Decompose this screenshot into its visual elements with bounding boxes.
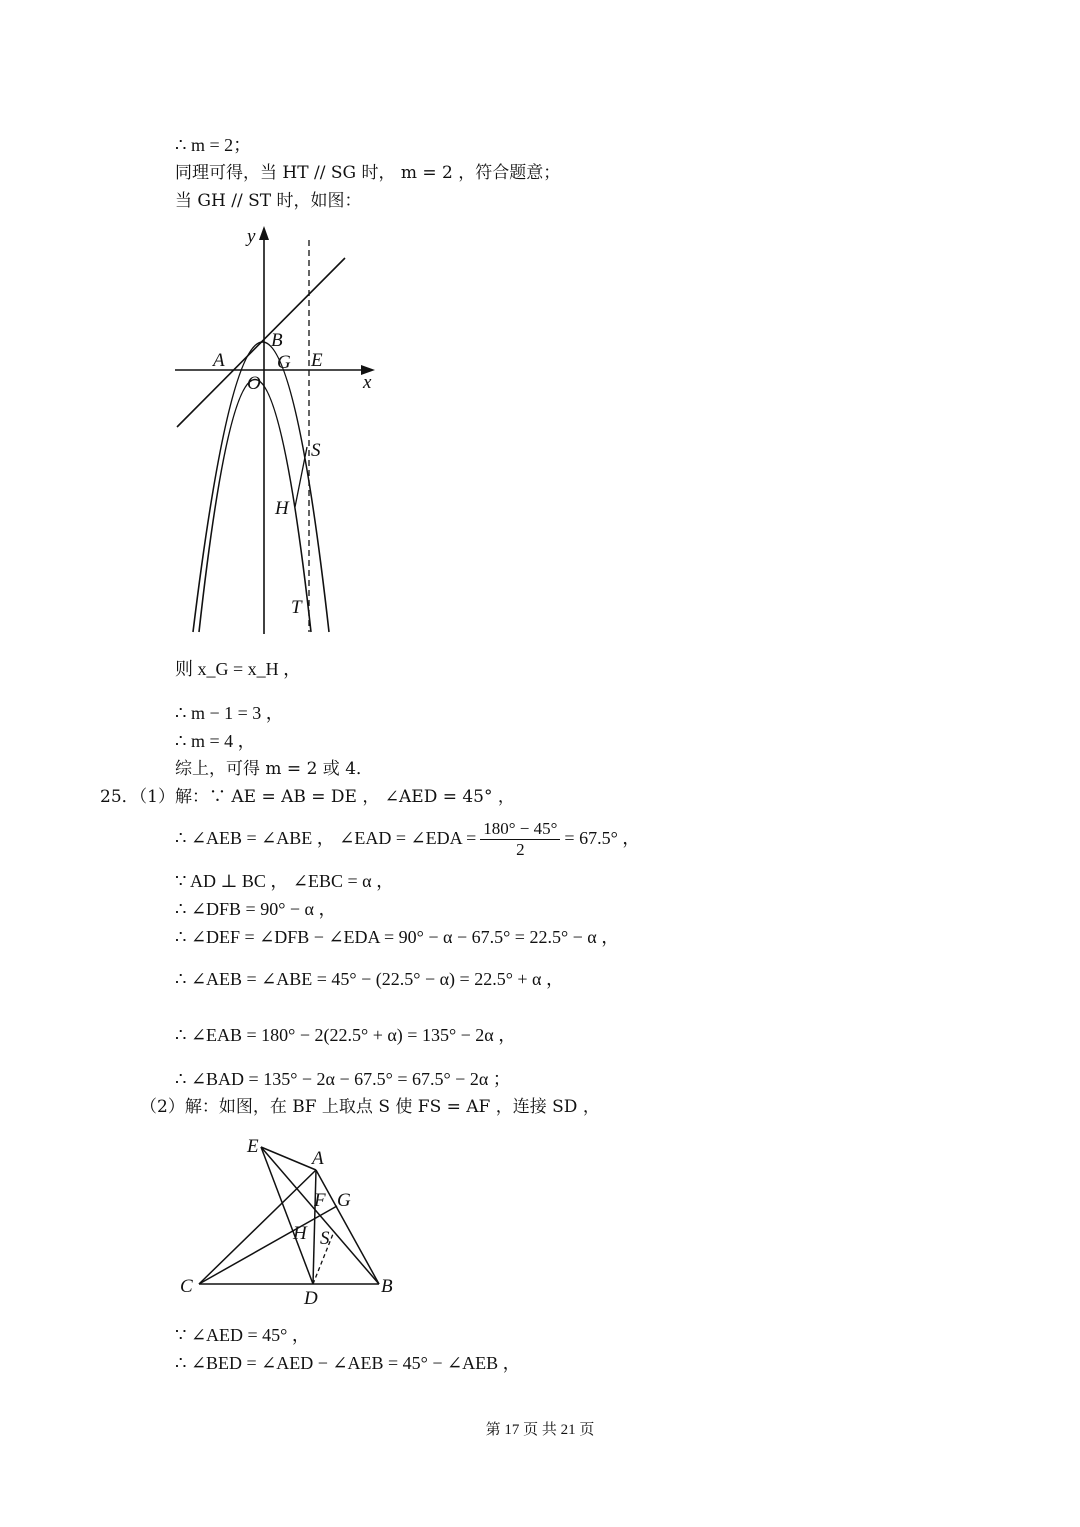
text-line-13: ∴ ∠AEB = ∠ABE = 45° − (22.5° − α) = 22.5° + α ， — [175, 969, 564, 989]
text-line-1: ∴ m = 2； — [175, 135, 252, 155]
label-h: H — [275, 498, 289, 519]
text-line-8: 25．（1）解：∵ AE = AB = DE ， ∠AED = 45° ， — [100, 787, 515, 807]
text-line-4: 则 x_G = x_H ， — [175, 659, 302, 679]
label-h2: H — [293, 1223, 307, 1244]
fraction — [480, 819, 560, 860]
label-y: y — [247, 226, 256, 247]
segment-st — [295, 447, 307, 507]
text-line-10: ∵ AD ⊥ BC ， ∠EBC = α ， — [175, 871, 395, 891]
segment-ab — [316, 1170, 379, 1284]
text-line-7: 综上，可得 m = 2 或 4． — [175, 759, 374, 779]
label-a: A — [213, 350, 225, 371]
label-e: E — [311, 350, 323, 371]
text-line-17: ∵ ∠AED = 45° ， — [175, 1325, 310, 1345]
triangle-figure — [175, 1130, 405, 1310]
label-e2: E — [247, 1136, 259, 1157]
label-o: O — [247, 373, 261, 394]
fraction-numerator: 180° − 45° — [480, 819, 560, 840]
label-g: G — [277, 352, 291, 373]
segment-ad — [313, 1170, 316, 1284]
parabola-figure — [165, 222, 385, 642]
text-line-9 — [175, 816, 640, 860]
label-b2: B — [381, 1276, 393, 1297]
text-line-2: 同理可得，当 HT // SG 时， m = 2 ，符合题意； — [175, 163, 561, 183]
label-s: S — [311, 440, 321, 461]
y-axis-arrow — [259, 226, 269, 240]
text-line-18: ∴ ∠BED = ∠AED − ∠AEB = 45° − ∠AEB ， — [175, 1353, 521, 1373]
text-line-6: ∴ m = 4 ， — [175, 731, 256, 751]
text-line-15: ∴ ∠BAD = 135° − 2α − 67.5° = 67.5° − 2α ； — [175, 1069, 511, 1089]
label-s2: S — [320, 1228, 330, 1249]
segment-ea — [261, 1147, 316, 1170]
label-g2: G — [337, 1190, 351, 1211]
text-line-12: ∴ ∠DEF = ∠DFB − ∠EDA = 90° − α − 67.5° = 22.5° − α ， — [175, 927, 620, 947]
label-f2: F — [314, 1190, 326, 1211]
text-line-16: （2）解：如图，在 BF 上取点 S 使 FS = AF ，连接 SD ， — [140, 1097, 600, 1117]
text-line-14: ∴ ∠EAB = 180° − 2(22.5° + α) = 135° − 2α ， — [175, 1025, 517, 1045]
text-line-5: ∴ m − 1 = 3 ， — [175, 703, 284, 723]
label-a2: A — [312, 1148, 324, 1169]
text-line-9-lead: ∴ ∠AEB = ∠ABE ， ∠EAD = ∠EDA = — [175, 828, 477, 848]
page-footer: 第 17 页 共 21 页 — [485, 1422, 595, 1438]
label-t: T — [291, 597, 302, 618]
fraction-denominator: 2 — [516, 840, 525, 860]
label-c2: C — [180, 1276, 193, 1297]
label-b: B — [271, 330, 283, 351]
label-x: x — [363, 372, 372, 393]
text-line-9-tail: = 67.5° ， — [564, 828, 641, 848]
text-line-3: 当 GH // ST 时，如图： — [175, 191, 362, 211]
text-line-11: ∴ ∠DFB = 90° − α ， — [175, 899, 337, 919]
label-d2: D — [304, 1288, 318, 1309]
inner-parabola — [199, 380, 311, 633]
